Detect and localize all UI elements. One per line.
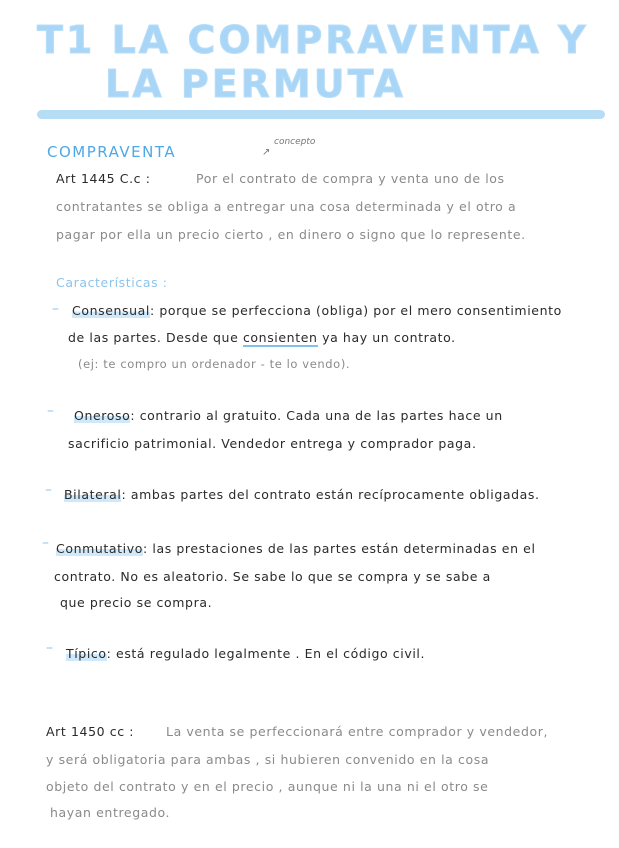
arrow-icon: ↗ bbox=[262, 147, 271, 158]
art-1450-line-1: La venta se perfeccionará entre comprador y vendedor, bbox=[166, 724, 549, 739]
compraventa-heading: COMPRAVENTA bbox=[47, 143, 177, 161]
bullet-dash: – bbox=[52, 301, 59, 317]
oneroso-line-1 bbox=[74, 408, 503, 423]
conmutativo-text: : las prestaciones de las partes están determinadas en el bbox=[142, 541, 536, 556]
tipico-line-1 bbox=[66, 646, 425, 661]
conmutativo-line-3: que precio se compra. bbox=[60, 595, 213, 610]
bilateral-line-1 bbox=[64, 487, 540, 502]
art-1450-line-3: objeto del contrato y en el precio , aunque ni la una ni el otro se bbox=[46, 779, 489, 794]
consensual-text: : porque se perfecciona (obliga) por el mero consentimiento bbox=[150, 303, 562, 318]
title-line-2: LA PERMUTA bbox=[105, 62, 406, 106]
oneroso-line-2: sacrificio patrimonial. Vendedor entrega y comprador paga. bbox=[68, 436, 477, 451]
bullet-dash: – bbox=[42, 535, 49, 551]
consensual-line-2 bbox=[68, 330, 456, 345]
definition-line-1: Por el contrato de compra y venta uno de los bbox=[196, 171, 505, 186]
conmutativo-line-2: contrato. No es aleatorio. Se sabe lo que se compra y se sabe a bbox=[54, 569, 491, 584]
term-oneroso: Oneroso bbox=[74, 408, 131, 423]
title-underline bbox=[37, 110, 605, 119]
consensual-text-post: ya hay un contrato. bbox=[317, 330, 456, 345]
consensual-text-pre: de las partes. Desde que bbox=[68, 330, 243, 345]
bullet-dash: – bbox=[46, 640, 53, 656]
consensual-example: (ej: te compro un ordenador - te lo vendo). bbox=[78, 357, 351, 371]
concepto-note: concepto bbox=[274, 137, 316, 147]
art-1450-line-4: hayan entregado. bbox=[50, 805, 171, 820]
oneroso-text: : contrario al gratuito. Cada una de las partes hace un bbox=[130, 408, 503, 423]
term-tipico: Típico bbox=[66, 646, 107, 661]
bilateral-text: : ambas partes del contrato están recíprocamente obligadas. bbox=[121, 487, 540, 502]
title-line-1: T1 LA COMPRAVENTA Y bbox=[37, 18, 589, 62]
art-1450-label: Art 1450 cc : bbox=[46, 724, 135, 739]
consensual-line-1 bbox=[72, 303, 562, 318]
term-consensual: Consensual bbox=[72, 303, 150, 318]
conmutativo-line-1 bbox=[56, 541, 536, 556]
tipico-text: : está regulado legalmente . En el código civil. bbox=[106, 646, 426, 661]
consienten-underlined: consienten bbox=[242, 330, 318, 345]
caracteristicas-heading: Características : bbox=[56, 275, 168, 290]
bullet-dash: – bbox=[47, 403, 54, 419]
term-bilateral: Bilateral bbox=[64, 487, 122, 502]
bullet-dash: – bbox=[45, 482, 52, 498]
art-1450-line-2: y será obligatoria para ambas , si hubieren convenido en la cosa bbox=[46, 752, 490, 767]
art-1445-label: Art 1445 C.c : bbox=[56, 171, 151, 186]
term-conmutativo: Conmutativo bbox=[56, 541, 143, 556]
definition-line-2: contratantes se obliga a entregar una cosa determinada y el otro a bbox=[56, 199, 517, 214]
definition-line-3: pagar por ella un precio cierto , en dinero o signo que lo represente. bbox=[56, 227, 526, 242]
